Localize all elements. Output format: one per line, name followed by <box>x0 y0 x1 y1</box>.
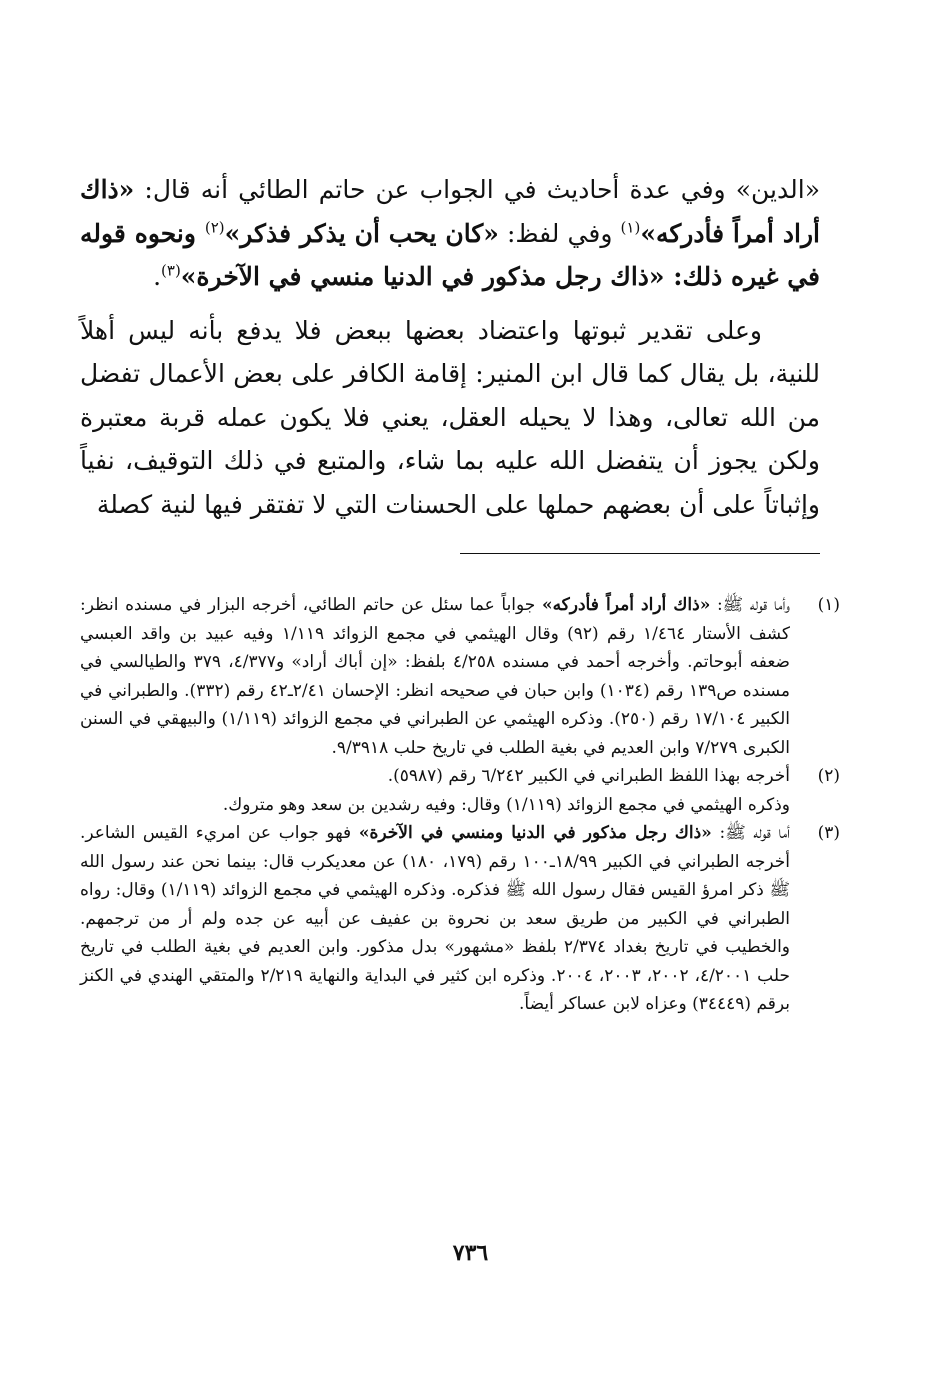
footnote-3 <box>80 819 840 1019</box>
footnote-ref: (٢) <box>204 218 225 237</box>
hadith-quote: «كان يحب أن يذكر فذكر» <box>224 218 499 248</box>
footnote-2 <box>80 762 840 791</box>
footnote-body: جواباً عما سئل عن حاتم الطائي، أخرجه البزار في مسنده انظر: كشف الأستار ١/٤٦٤ رقم (٩٢) وقال الهيثمي في مجمع الزوائد ١/١١٩ وفيه عبيد بن واقد العبسي ضعفه أبوحاتم. وأخرجه أحمد في مسنده ٤/٢٥٨ بلفظ: «إن أباك أراد» و٤/٣٧٧، ٣٧٩ والطيالسي في مسنده ص١٣٩ رقم (١٠٣٤) وابن حبان في صحيحه انظر: الإحسان ٢/٤١ـ٤٢ رقم (٣٣٢). والطبراني في الكبير ١٧/١٠٤ رقم (٢٥٠). وذكره الهيثمي عن الطبراني في مجمع الزوائد (١/١١٩) والبيهقي في السنن الكبرى ٧/٢٧٩ وابن العديم في بغية الطلب في تاريخ حلب ٩/٣٩١٨. <box>80 595 791 758</box>
paragraph-2: وعلى تقدير ثبوتها واعتضاد بعضها ببعض فلا يدفع بأنه ليس أهلاً للنية، بل يقال كما قال ابن المنير: إقامة الكافر على بعض الأعمال تفضل من الله تعالى، وهذا لا يحيله العقل، يعني فلا يكون عمله قربة معتبرة ولكن يجوز أن يتفضل الله عليه بما شاء، والمتبع في ذلك التوقيف، نفياً وإثباتاً على أن بعضهم حملها على الحسنات التي لا تفتقر فيها لنية كصلة <box>80 315 820 519</box>
footnote-quote: «ذاك رجل مذكور في الدنيا ومنسي في الآخرة» <box>358 823 712 843</box>
footnote-number: (١) <box>817 595 840 615</box>
footnote-quote: «ذاك أراد أمراً فأدركه» <box>541 595 711 615</box>
footnote-number: (٣) <box>817 823 840 843</box>
footnote-text: أخرجه بهذا اللفظ الطبراني في الكبير ٦/٢٤٢ رقم (٥٩٨٧). <box>387 766 790 786</box>
paragraph-1 <box>80 168 820 299</box>
footnote-text <box>80 591 790 762</box>
text-segment: . <box>153 262 162 291</box>
footnote-ref: (١) <box>620 218 641 237</box>
footnote-lead: أما قوله ﷺ: <box>711 823 790 843</box>
hadith-quote: «ذاك أراد أمراً فأدركه» <box>80 175 820 248</box>
footnote-2-continuation: وذكره الهيثمي في مجمع الزوائد (١/١١٩) وقال: وفيه رشدين بن سعد وهو متروك. <box>222 794 790 815</box>
footnotes <box>80 591 840 1019</box>
main-text <box>80 168 820 526</box>
text-segment: وفي لفظ: <box>498 218 621 248</box>
page-number: ٧٣٦ <box>452 1240 489 1266</box>
footnote-lead: وأما قوله ﷺ: <box>710 595 790 615</box>
footnote-divider <box>460 553 820 554</box>
footnote-1 <box>80 591 840 762</box>
footnote-ref: (٣) <box>161 261 181 280</box>
footnote-body: فهو جواب عن امريء القيس الشاعر. أخرجه الطبراني في الكبير ١٨/٩٩ـ١٠٠ رقم (١٧٩، ١٨٠) عن معديكرب قال: بينما نحن عند رسول الله ﷺ ذكر امرؤ القيس فقال رسول الله ﷺ فذكره. وذكره الهيثمي في مجمع الزوائد (١/١١٩) وقال: رواه الطبراني في الكبير من طريق سعد بن نحروة بن عفيف عن أبيه عن جده ولم أر من ترجمهم. والخطيب في تاريخ بغداد ٢/٣٧٤ بلفظ «مشهور» بدل مذكور. وابن العديم في بغية الطلب في تاريخ حلب ٤/٢٠٠١، ٢٠٠٢، ٢٠٠٣، ٢٠٠٤. وذكره ابن كثير في البداية والنهاية ٢/٢١٩ والمتقي الهندي في الكنز برقم (٣٤٤٤٩) وعزاه لابن عساكر أيضاً. <box>80 823 791 1014</box>
text-segment: «الدين» وفي عدة أحاديث في الجواب عن حاتم الطائي أنه قال: <box>134 175 820 204</box>
text-segment-bold: ونحوه قوله في غيره ذلك: <box>80 218 820 291</box>
footnote-number: (٢) <box>817 766 840 786</box>
hadith-quote: «ذاك رجل مذكور في الدنيا منسي في الآخرة» <box>180 262 665 291</box>
footnote-text <box>80 819 790 1019</box>
